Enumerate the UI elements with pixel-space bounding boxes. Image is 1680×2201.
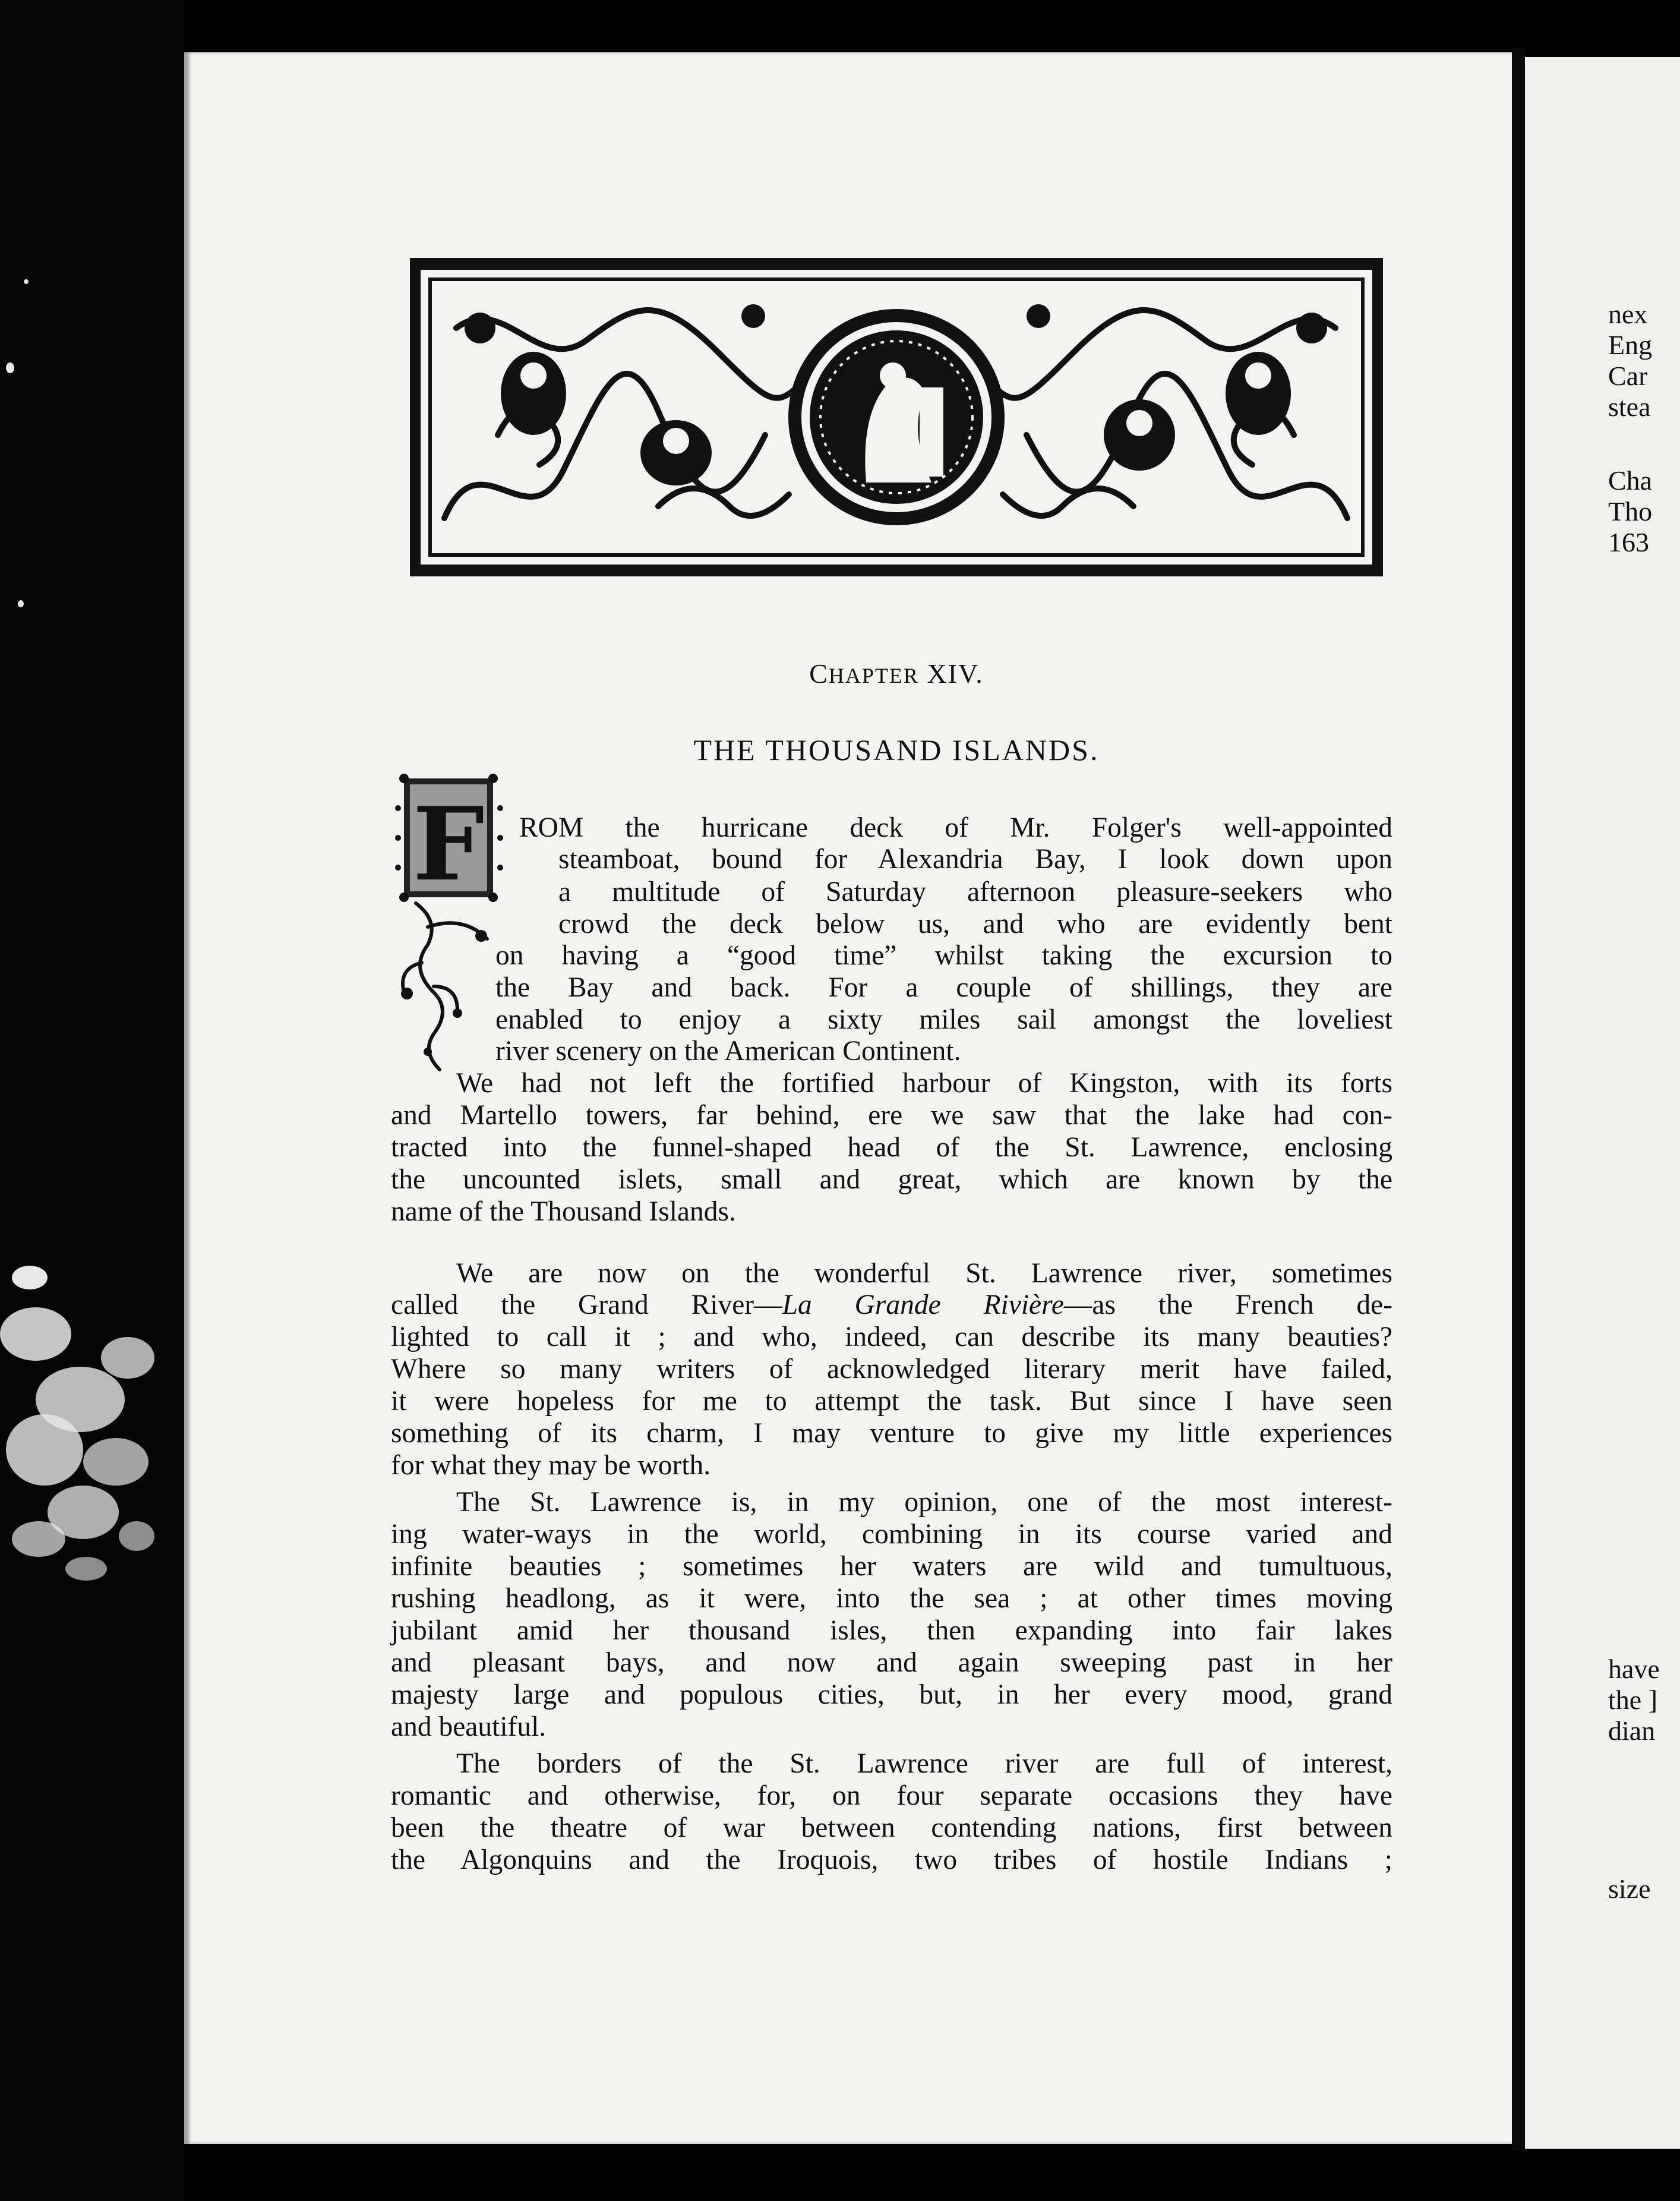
text-line: on having a “good time” whilst taking the excursion to <box>495 940 1392 971</box>
chapter-heading-initial: C <box>809 658 829 689</box>
facing-page-fragment: size <box>1608 1874 1651 1904</box>
facing-page-fragment: Cha <box>1608 465 1653 496</box>
text-line: the uncounted islets, small and great, which are known by the <box>391 1164 1392 1195</box>
text-line: majesty large and populous cities, but, in her every mood, grand <box>391 1679 1392 1710</box>
facing-page-fragment: stea <box>1608 392 1651 422</box>
text-line: and beautiful. <box>391 1711 547 1742</box>
text-line: something of its charm, I may venture to give my little experiences <box>391 1418 1392 1449</box>
italic-phrase: La Grande Rivière <box>782 1289 1064 1320</box>
text-segment: —as the French de- <box>1063 1289 1392 1320</box>
text-line: for what they may be worth. <box>391 1450 711 1481</box>
text-line: enabled to enjoy a sixty miles sail amongst the loveliest <box>495 1004 1392 1035</box>
scan-left-margin <box>0 0 184 2201</box>
text-line: been the theatre of war between contending nations, first between <box>391 1812 1392 1843</box>
facing-page-fragment: Car <box>1608 361 1648 391</box>
facing-page-fragment: Tho <box>1608 496 1653 526</box>
illuminated-drop-cap <box>392 772 511 1081</box>
text-line: a multitude of Saturday afternoon pleasure-seekers who <box>558 876 1392 907</box>
chapter-heading-smallcaps: HAPTER <box>828 664 919 688</box>
text-line: romantic and otherwise, for, on four separate occasions they have <box>391 1780 1392 1811</box>
text-line: the Bay and back. For a couple of shillings, they are <box>495 972 1392 1003</box>
chapter-number: XIV. <box>927 658 984 689</box>
facing-page-edge <box>1525 57 1680 2149</box>
ornamental-headpiece <box>409 257 1384 578</box>
text-line: The St. Lawrence is, in my opinion, one of the most interest- <box>456 1487 1392 1518</box>
text-line: lighted to call it ; and who, indeed, can describe its many beauties? <box>391 1322 1392 1352</box>
text-line: the Algonquins and the Iroquois, two tribes of hostile Indians ; <box>391 1844 1392 1875</box>
text-line: jubilant amid her thousand isles, then expanding into fair lakes <box>391 1615 1392 1646</box>
text-line: tracted into the funnel-shaped head of the St. Lawrence, enclosing <box>391 1132 1392 1163</box>
facing-page-fragment: 163 <box>1608 527 1649 557</box>
facing-page-fragment: Eng <box>1608 330 1653 360</box>
chapter-heading <box>409 658 1384 689</box>
text-segment: called the Grand River— <box>391 1289 782 1320</box>
text-line: We are now on the wonderful St. Lawrence river, sometimes <box>456 1258 1392 1289</box>
chapter-title: THE THOUSAND ISLANDS. <box>693 733 1100 767</box>
text-line: it were hopeless for me to attempt the task. But since I have seen <box>391 1386 1392 1417</box>
text-line: river scenery on the American Continent. <box>495 1036 961 1067</box>
text-line: Where so many writers of acknowledged literary merit have failed, <box>391 1354 1392 1385</box>
text-line: and Martello towers, far behind, ere we saw that the lake had con- <box>391 1100 1392 1131</box>
book-gutter <box>1512 48 1525 2151</box>
text-line: steamboat, bound for Alexandria Bay, I look down upon <box>558 844 1392 875</box>
text-line: infinite beauties ; sometimes her waters are wild and tumultuous, <box>391 1551 1392 1582</box>
drop-cap-letter: F <box>412 785 485 904</box>
text-line: We had not left the fortified harbour of Kingston, with its forts <box>456 1068 1392 1099</box>
facing-page-fragment: dian <box>1608 1716 1656 1746</box>
text-line: ROM the hurricane deck of Mr. Folger's well-appointed <box>519 812 1392 843</box>
text-line: crowd the deck below us, and who are evidently bent <box>558 909 1392 939</box>
text-line: ing water-ways in the world, combining in its course varied and <box>391 1519 1392 1550</box>
text-line: name of the Thousand Islands. <box>391 1196 736 1227</box>
text-line: and pleasant bays, and now and again sweeping past in her <box>391 1647 1392 1678</box>
facing-page-fragment: the ] <box>1608 1685 1658 1715</box>
text-line: The borders of the St. Lawrence river are full of interest, <box>456 1748 1392 1779</box>
text-line: rushing headlong, as it were, into the sea ; at other times moving <box>391 1583 1392 1614</box>
facing-page-fragment: nex <box>1608 299 1648 329</box>
facing-page-fragment: have <box>1608 1654 1660 1684</box>
text-line <box>391 1288 1392 1322</box>
